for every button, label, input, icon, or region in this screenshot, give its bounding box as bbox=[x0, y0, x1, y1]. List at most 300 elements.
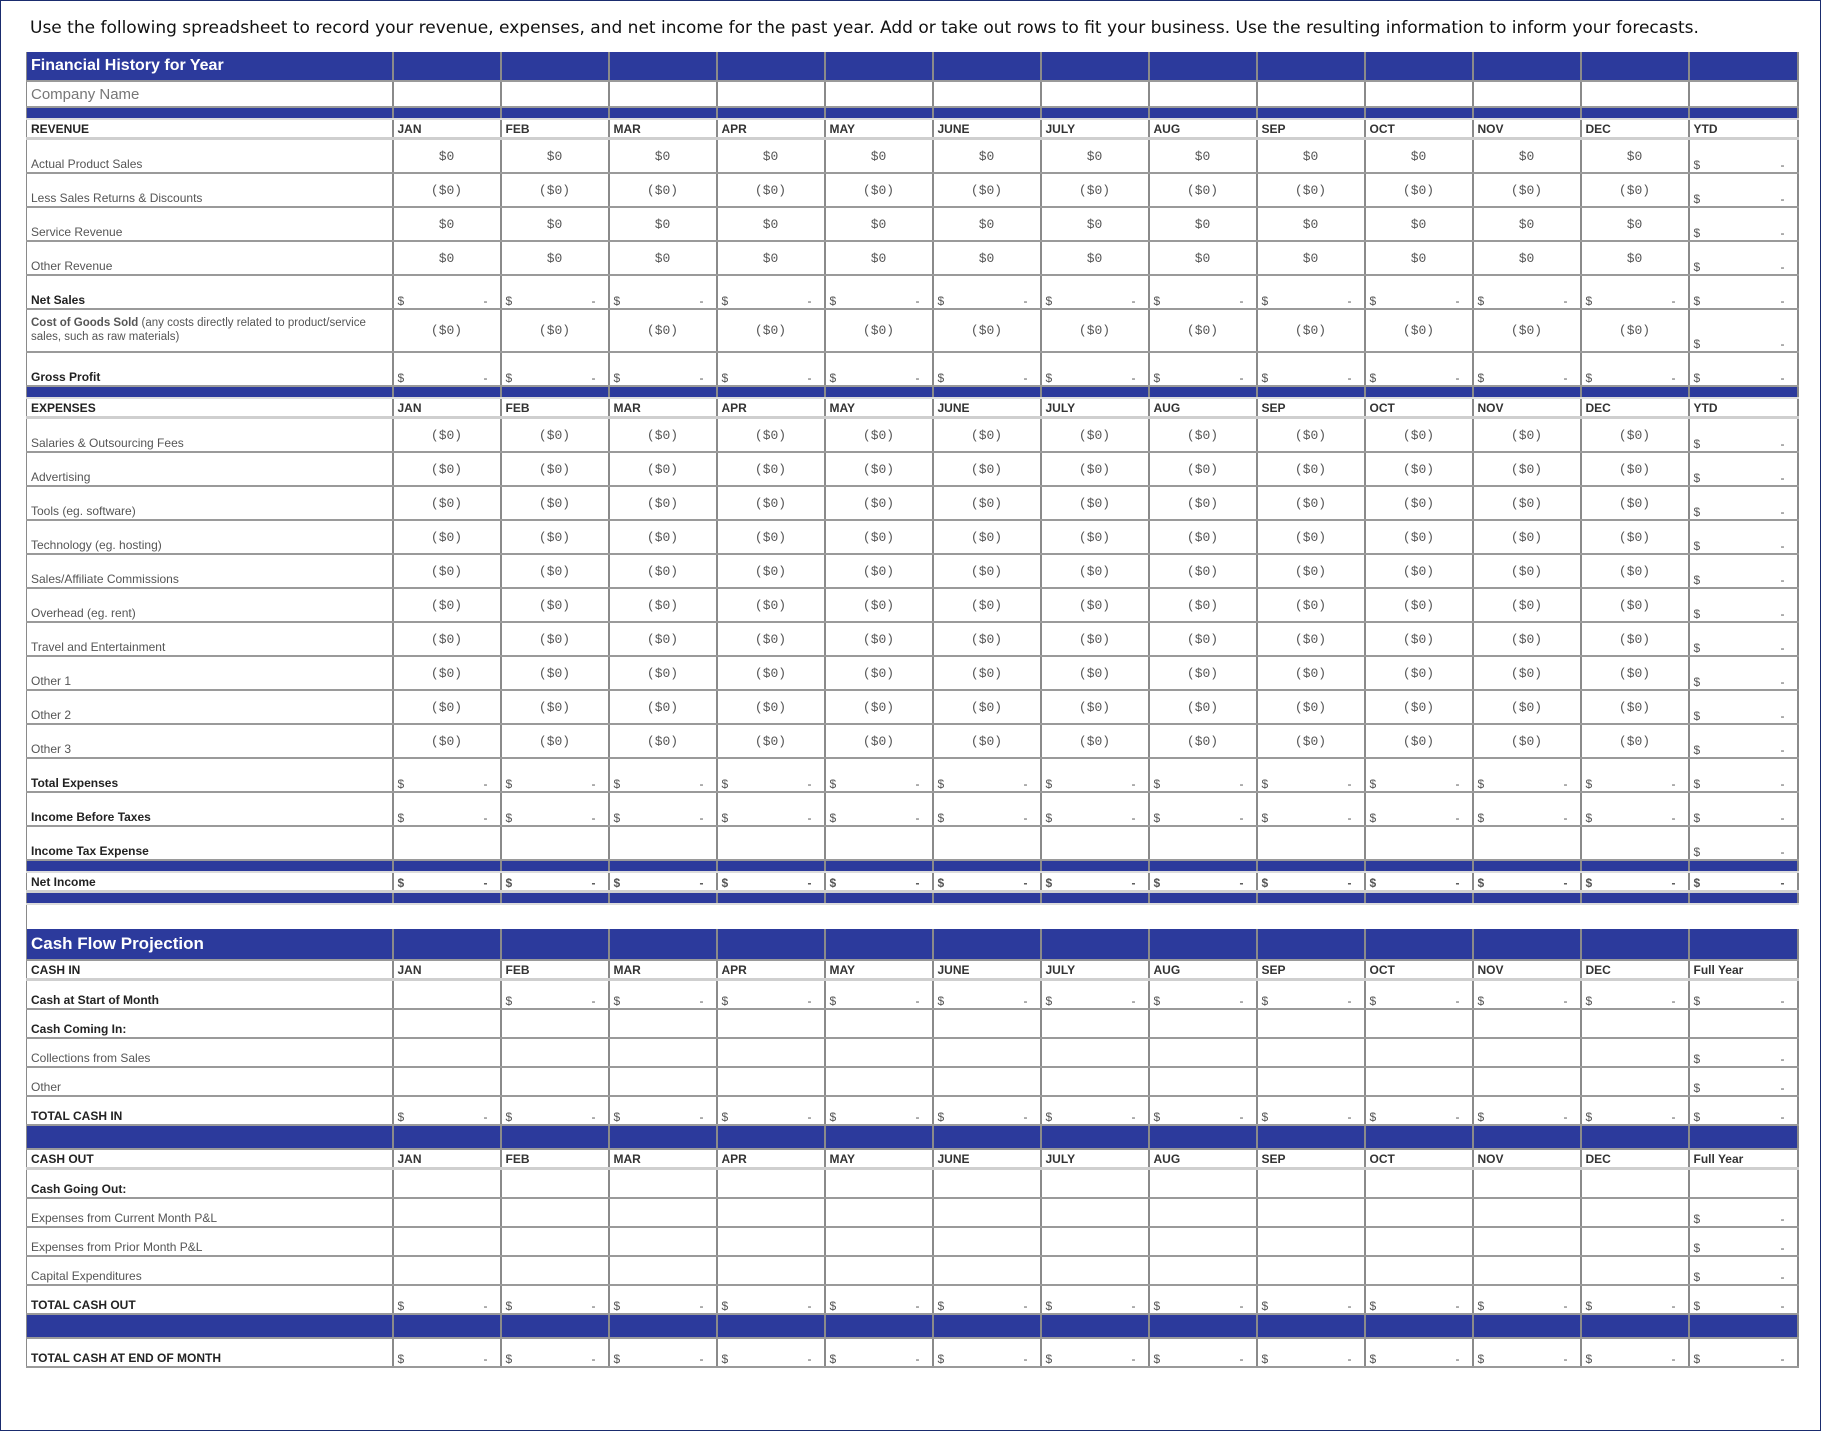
value-cell[interactable]: ($0) bbox=[609, 452, 717, 486]
total-cell[interactable] bbox=[1689, 1338, 1798, 1367]
empty-cell[interactable] bbox=[1257, 1198, 1365, 1227]
value-cell[interactable]: ($0) bbox=[501, 520, 609, 554]
empty-cell[interactable] bbox=[1149, 1227, 1257, 1256]
accounting-cell[interactable] bbox=[1473, 352, 1581, 386]
empty-cell[interactable] bbox=[933, 1256, 1041, 1285]
empty-cell[interactable] bbox=[1041, 1227, 1149, 1256]
accounting-cell[interactable] bbox=[717, 980, 825, 1010]
value-cell[interactable]: ($0) bbox=[1041, 656, 1149, 690]
accounting-cell[interactable] bbox=[501, 758, 609, 792]
value-cell[interactable]: ($0) bbox=[933, 173, 1041, 207]
accounting-cell[interactable] bbox=[1473, 758, 1581, 792]
value-cell[interactable]: ($0) bbox=[1365, 309, 1473, 352]
empty-cell[interactable] bbox=[609, 1256, 717, 1285]
ytd-cell[interactable] bbox=[1689, 207, 1798, 241]
accounting-cell[interactable] bbox=[1257, 980, 1365, 1010]
value-cell[interactable]: ($0) bbox=[501, 309, 609, 352]
accounting-cell[interactable] bbox=[501, 352, 609, 386]
ytd-cell[interactable] bbox=[1689, 418, 1798, 453]
value-cell[interactable]: ($0) bbox=[393, 452, 501, 486]
value-cell[interactable]: ($0) bbox=[717, 309, 825, 352]
ytd-cell[interactable] bbox=[1689, 872, 1798, 892]
empty-cell[interactable] bbox=[1149, 1169, 1257, 1199]
empty-cell[interactable] bbox=[1689, 1009, 1798, 1038]
accounting-cell[interactable] bbox=[1581, 1338, 1689, 1367]
value-cell[interactable]: ($0) bbox=[1473, 588, 1581, 622]
value-cell[interactable]: $0 bbox=[501, 241, 609, 275]
empty-cell[interactable] bbox=[717, 826, 825, 860]
value-cell[interactable]: $0 bbox=[1041, 207, 1149, 241]
empty-cell[interactable] bbox=[1581, 1038, 1689, 1067]
empty-cell[interactable] bbox=[1581, 1067, 1689, 1096]
value-cell[interactable]: ($0) bbox=[717, 173, 825, 207]
accounting-cell[interactable] bbox=[717, 1338, 825, 1367]
value-cell[interactable]: ($0) bbox=[1041, 486, 1149, 520]
empty-cell[interactable] bbox=[1473, 1009, 1581, 1038]
value-cell[interactable]: ($0) bbox=[1149, 724, 1257, 758]
accounting-cell[interactable] bbox=[1473, 872, 1581, 892]
accounting-cell[interactable] bbox=[1365, 758, 1473, 792]
accounting-cell[interactable] bbox=[1365, 1338, 1473, 1367]
empty-cell[interactable] bbox=[825, 1227, 933, 1256]
accounting-cell[interactable] bbox=[825, 758, 933, 792]
accounting-cell[interactable] bbox=[1257, 1096, 1365, 1125]
value-cell[interactable]: ($0) bbox=[501, 452, 609, 486]
empty-cell[interactable] bbox=[501, 1067, 609, 1096]
empty-cell[interactable] bbox=[1365, 1009, 1473, 1038]
value-cell[interactable]: ($0) bbox=[933, 656, 1041, 690]
empty-cell[interactable] bbox=[717, 1227, 825, 1256]
accounting-cell[interactable] bbox=[609, 792, 717, 826]
value-cell[interactable]: $0 bbox=[825, 241, 933, 275]
empty-cell[interactable] bbox=[1689, 1169, 1798, 1199]
value-cell[interactable]: ($0) bbox=[717, 690, 825, 724]
empty-cell[interactable] bbox=[501, 1227, 609, 1256]
value-cell[interactable]: ($0) bbox=[1257, 418, 1365, 453]
empty-cell[interactable] bbox=[933, 1169, 1041, 1199]
accounting-cell[interactable] bbox=[1149, 980, 1257, 1010]
accounting-cell[interactable] bbox=[933, 352, 1041, 386]
empty-cell[interactable] bbox=[501, 1009, 609, 1038]
ytd-cell[interactable] bbox=[1689, 309, 1798, 352]
value-cell[interactable]: ($0) bbox=[609, 724, 717, 758]
empty-cell[interactable] bbox=[1473, 1227, 1581, 1256]
empty-cell[interactable] bbox=[825, 1038, 933, 1067]
ytd-cell[interactable] bbox=[1689, 486, 1798, 520]
empty-cell[interactable] bbox=[1365, 1227, 1473, 1256]
value-cell[interactable]: $0 bbox=[501, 139, 609, 174]
value-cell[interactable]: ($0) bbox=[1041, 724, 1149, 758]
value-cell[interactable]: ($0) bbox=[501, 173, 609, 207]
value-cell[interactable]: ($0) bbox=[1149, 173, 1257, 207]
value-cell[interactable]: ($0) bbox=[1581, 309, 1689, 352]
value-cell[interactable]: ($0) bbox=[1041, 418, 1149, 453]
value-cell[interactable]: ($0) bbox=[501, 622, 609, 656]
value-cell[interactable]: ($0) bbox=[609, 173, 717, 207]
total-cell[interactable] bbox=[1689, 1256, 1798, 1285]
empty-cell[interactable] bbox=[1257, 1227, 1365, 1256]
value-cell[interactable]: ($0) bbox=[1581, 452, 1689, 486]
empty-cell[interactable] bbox=[393, 1198, 501, 1227]
empty-cell[interactable] bbox=[393, 1009, 501, 1038]
accounting-cell[interactable] bbox=[717, 1096, 825, 1125]
empty-cell[interactable] bbox=[1473, 1198, 1581, 1227]
value-cell[interactable]: ($0) bbox=[1041, 588, 1149, 622]
value-cell[interactable]: ($0) bbox=[609, 690, 717, 724]
value-cell[interactable]: ($0) bbox=[609, 418, 717, 453]
empty-cell[interactable] bbox=[1257, 1256, 1365, 1285]
empty-cell[interactable] bbox=[1041, 1067, 1149, 1096]
value-cell[interactable]: ($0) bbox=[1041, 173, 1149, 207]
value-cell[interactable]: ($0) bbox=[825, 656, 933, 690]
value-cell[interactable]: ($0) bbox=[1365, 520, 1473, 554]
value-cell[interactable]: ($0) bbox=[933, 309, 1041, 352]
accounting-cell[interactable] bbox=[501, 792, 609, 826]
accounting-cell[interactable] bbox=[717, 352, 825, 386]
value-cell[interactable]: $0 bbox=[609, 207, 717, 241]
empty-cell[interactable] bbox=[1581, 1227, 1689, 1256]
value-cell[interactable]: ($0) bbox=[717, 588, 825, 622]
value-cell[interactable]: ($0) bbox=[1581, 486, 1689, 520]
value-cell[interactable]: $0 bbox=[1257, 241, 1365, 275]
value-cell[interactable]: ($0) bbox=[825, 588, 933, 622]
empty-cell[interactable] bbox=[1365, 1256, 1473, 1285]
value-cell[interactable]: ($0) bbox=[825, 554, 933, 588]
ytd-cell[interactable] bbox=[1689, 622, 1798, 656]
value-cell[interactable]: ($0) bbox=[825, 173, 933, 207]
accounting-cell[interactable] bbox=[1041, 758, 1149, 792]
value-cell[interactable]: ($0) bbox=[609, 309, 717, 352]
accounting-cell[interactable] bbox=[1473, 980, 1581, 1010]
value-cell[interactable]: ($0) bbox=[393, 588, 501, 622]
total-cell[interactable] bbox=[1689, 1227, 1798, 1256]
accounting-cell[interactable] bbox=[1473, 1096, 1581, 1125]
value-cell[interactable]: ($0) bbox=[393, 554, 501, 588]
ytd-cell[interactable] bbox=[1689, 690, 1798, 724]
value-cell[interactable]: ($0) bbox=[609, 622, 717, 656]
accounting-cell[interactable] bbox=[933, 275, 1041, 309]
accounting-cell[interactable] bbox=[1473, 792, 1581, 826]
accounting-cell[interactable] bbox=[1581, 352, 1689, 386]
empty-cell[interactable] bbox=[501, 1198, 609, 1227]
value-cell[interactable]: $0 bbox=[825, 139, 933, 174]
accounting-cell[interactable] bbox=[1149, 1096, 1257, 1125]
accounting-cell[interactable] bbox=[1257, 352, 1365, 386]
empty-cell[interactable] bbox=[609, 1169, 717, 1199]
value-cell[interactable]: ($0) bbox=[1149, 418, 1257, 453]
value-cell[interactable]: ($0) bbox=[1257, 309, 1365, 352]
accounting-cell[interactable] bbox=[501, 980, 609, 1010]
accounting-cell[interactable] bbox=[1365, 872, 1473, 892]
value-cell[interactable]: ($0) bbox=[1581, 554, 1689, 588]
company-name-cell[interactable]: Company Name bbox=[27, 81, 393, 107]
value-cell[interactable]: ($0) bbox=[1149, 452, 1257, 486]
value-cell[interactable]: ($0) bbox=[501, 724, 609, 758]
value-cell[interactable]: ($0) bbox=[1257, 724, 1365, 758]
empty-cell[interactable] bbox=[1149, 1038, 1257, 1067]
accounting-cell[interactable] bbox=[1473, 1285, 1581, 1314]
empty-cell[interactable] bbox=[1041, 1169, 1149, 1199]
value-cell[interactable]: $0 bbox=[609, 139, 717, 174]
value-cell[interactable]: ($0) bbox=[1581, 418, 1689, 453]
accounting-cell[interactable] bbox=[717, 872, 825, 892]
empty-cell[interactable] bbox=[1041, 1198, 1149, 1227]
value-cell[interactable]: ($0) bbox=[717, 418, 825, 453]
value-cell[interactable]: ($0) bbox=[1473, 554, 1581, 588]
value-cell[interactable]: ($0) bbox=[1473, 690, 1581, 724]
empty-cell[interactable] bbox=[717, 1198, 825, 1227]
value-cell[interactable]: $0 bbox=[1473, 207, 1581, 241]
value-cell[interactable]: ($0) bbox=[609, 656, 717, 690]
value-cell[interactable]: ($0) bbox=[717, 486, 825, 520]
empty-cell[interactable] bbox=[393, 1256, 501, 1285]
empty-cell[interactable] bbox=[1473, 1256, 1581, 1285]
value-cell[interactable]: $0 bbox=[501, 207, 609, 241]
value-cell[interactable]: ($0) bbox=[717, 656, 825, 690]
value-cell[interactable]: ($0) bbox=[1365, 622, 1473, 656]
accounting-cell[interactable] bbox=[609, 980, 717, 1010]
empty-cell[interactable] bbox=[1581, 1198, 1689, 1227]
value-cell[interactable]: $0 bbox=[1041, 139, 1149, 174]
value-cell[interactable]: ($0) bbox=[393, 656, 501, 690]
value-cell[interactable]: ($0) bbox=[1365, 418, 1473, 453]
value-cell[interactable]: ($0) bbox=[393, 486, 501, 520]
value-cell[interactable]: ($0) bbox=[1257, 656, 1365, 690]
value-cell[interactable]: ($0) bbox=[1473, 656, 1581, 690]
empty-cell[interactable] bbox=[1149, 1198, 1257, 1227]
empty-cell[interactable] bbox=[609, 1198, 717, 1227]
empty-cell[interactable] bbox=[1149, 1256, 1257, 1285]
empty-cell[interactable] bbox=[1041, 826, 1149, 860]
accounting-cell[interactable] bbox=[393, 352, 501, 386]
empty-cell[interactable] bbox=[609, 1067, 717, 1096]
empty-cell[interactable] bbox=[1365, 1169, 1473, 1199]
value-cell[interactable]: ($0) bbox=[609, 520, 717, 554]
value-cell[interactable]: ($0) bbox=[825, 690, 933, 724]
value-cell[interactable]: ($0) bbox=[1473, 173, 1581, 207]
accounting-cell[interactable] bbox=[393, 758, 501, 792]
ytd-cell[interactable] bbox=[1689, 139, 1798, 174]
accounting-cell[interactable] bbox=[501, 275, 609, 309]
value-cell[interactable]: ($0) bbox=[1473, 520, 1581, 554]
value-cell[interactable]: ($0) bbox=[933, 690, 1041, 724]
accounting-cell[interactable] bbox=[1149, 758, 1257, 792]
value-cell[interactable]: $0 bbox=[1149, 139, 1257, 174]
empty-cell[interactable] bbox=[609, 826, 717, 860]
accounting-cell[interactable] bbox=[825, 1338, 933, 1367]
value-cell[interactable]: $0 bbox=[717, 207, 825, 241]
empty-cell[interactable] bbox=[825, 1256, 933, 1285]
empty-cell[interactable] bbox=[1365, 1038, 1473, 1067]
value-cell[interactable]: ($0) bbox=[1365, 486, 1473, 520]
accounting-cell[interactable] bbox=[1149, 792, 1257, 826]
empty-cell[interactable] bbox=[1365, 1198, 1473, 1227]
empty-cell[interactable] bbox=[393, 1227, 501, 1256]
value-cell[interactable]: ($0) bbox=[933, 418, 1041, 453]
value-cell[interactable]: ($0) bbox=[393, 418, 501, 453]
value-cell[interactable]: ($0) bbox=[1581, 690, 1689, 724]
accounting-cell[interactable] bbox=[393, 1285, 501, 1314]
value-cell[interactable]: ($0) bbox=[933, 452, 1041, 486]
value-cell[interactable]: ($0) bbox=[393, 173, 501, 207]
value-cell[interactable]: ($0) bbox=[933, 724, 1041, 758]
empty-cell[interactable] bbox=[1149, 826, 1257, 860]
accounting-cell[interactable] bbox=[933, 758, 1041, 792]
value-cell[interactable]: $0 bbox=[1257, 207, 1365, 241]
accounting-cell[interactable] bbox=[1149, 275, 1257, 309]
value-cell[interactable]: ($0) bbox=[1581, 622, 1689, 656]
value-cell[interactable]: ($0) bbox=[1257, 173, 1365, 207]
empty-cell[interactable] bbox=[1149, 1067, 1257, 1096]
empty-cell[interactable] bbox=[933, 826, 1041, 860]
value-cell[interactable]: ($0) bbox=[501, 418, 609, 453]
accounting-cell[interactable] bbox=[1257, 275, 1365, 309]
total-cell[interactable] bbox=[1689, 1067, 1798, 1096]
accounting-cell[interactable] bbox=[609, 758, 717, 792]
empty-cell[interactable] bbox=[933, 1038, 1041, 1067]
value-cell[interactable]: ($0) bbox=[1473, 724, 1581, 758]
accounting-cell[interactable] bbox=[1365, 980, 1473, 1010]
accounting-cell[interactable] bbox=[933, 1285, 1041, 1314]
ytd-cell[interactable] bbox=[1689, 352, 1798, 386]
accounting-cell[interactable] bbox=[393, 792, 501, 826]
accounting-cell[interactable] bbox=[1149, 1338, 1257, 1367]
accounting-cell[interactable] bbox=[933, 792, 1041, 826]
value-cell[interactable]: ($0) bbox=[825, 486, 933, 520]
empty-cell[interactable] bbox=[825, 1009, 933, 1038]
accounting-cell[interactable] bbox=[1365, 275, 1473, 309]
accounting-cell[interactable] bbox=[933, 980, 1041, 1010]
accounting-cell[interactable] bbox=[825, 1285, 933, 1314]
value-cell[interactable]: ($0) bbox=[1257, 622, 1365, 656]
accounting-cell[interactable] bbox=[1041, 792, 1149, 826]
accounting-cell[interactable] bbox=[609, 1096, 717, 1125]
empty-cell[interactable] bbox=[1257, 1009, 1365, 1038]
value-cell[interactable]: ($0) bbox=[1149, 554, 1257, 588]
empty-cell[interactable] bbox=[393, 1067, 501, 1096]
accounting-cell[interactable] bbox=[1581, 758, 1689, 792]
value-cell[interactable]: ($0) bbox=[825, 452, 933, 486]
accounting-cell[interactable] bbox=[933, 1096, 1041, 1125]
ytd-cell[interactable] bbox=[1689, 792, 1798, 826]
value-cell[interactable]: ($0) bbox=[1041, 520, 1149, 554]
value-cell[interactable]: ($0) bbox=[933, 554, 1041, 588]
value-cell[interactable]: ($0) bbox=[1365, 452, 1473, 486]
value-cell[interactable]: $0 bbox=[393, 241, 501, 275]
value-cell[interactable]: $0 bbox=[1581, 241, 1689, 275]
value-cell[interactable]: $0 bbox=[933, 241, 1041, 275]
accounting-cell[interactable] bbox=[717, 792, 825, 826]
accounting-cell[interactable] bbox=[1257, 1285, 1365, 1314]
value-cell[interactable]: ($0) bbox=[1149, 309, 1257, 352]
total-cell[interactable] bbox=[1689, 1038, 1798, 1067]
accounting-cell[interactable] bbox=[609, 275, 717, 309]
value-cell[interactable]: ($0) bbox=[1473, 452, 1581, 486]
accounting-cell[interactable] bbox=[393, 275, 501, 309]
value-cell[interactable]: ($0) bbox=[609, 554, 717, 588]
value-cell[interactable]: ($0) bbox=[717, 622, 825, 656]
value-cell[interactable]: ($0) bbox=[825, 622, 933, 656]
value-cell[interactable]: ($0) bbox=[393, 724, 501, 758]
empty-cell[interactable] bbox=[609, 1038, 717, 1067]
value-cell[interactable]: ($0) bbox=[1581, 724, 1689, 758]
accounting-cell[interactable] bbox=[1149, 352, 1257, 386]
value-cell[interactable]: ($0) bbox=[717, 452, 825, 486]
value-cell[interactable]: ($0) bbox=[1149, 656, 1257, 690]
empty-cell[interactable] bbox=[825, 826, 933, 860]
value-cell[interactable]: ($0) bbox=[501, 554, 609, 588]
value-cell[interactable]: ($0) bbox=[1473, 486, 1581, 520]
total-cell[interactable] bbox=[1689, 980, 1798, 1010]
ytd-cell[interactable] bbox=[1689, 588, 1798, 622]
value-cell[interactable]: ($0) bbox=[825, 724, 933, 758]
empty-cell[interactable] bbox=[393, 1038, 501, 1067]
empty-cell[interactable] bbox=[717, 1256, 825, 1285]
empty-cell[interactable] bbox=[717, 1169, 825, 1199]
value-cell[interactable]: ($0) bbox=[1257, 486, 1365, 520]
empty-cell[interactable] bbox=[1473, 1169, 1581, 1199]
value-cell[interactable]: $0 bbox=[1581, 139, 1689, 174]
total-cell[interactable] bbox=[1689, 1198, 1798, 1227]
accounting-cell[interactable] bbox=[1149, 872, 1257, 892]
accounting-cell[interactable] bbox=[1365, 352, 1473, 386]
value-cell[interactable]: ($0) bbox=[1149, 622, 1257, 656]
value-cell[interactable]: ($0) bbox=[933, 622, 1041, 656]
empty-cell[interactable] bbox=[933, 1198, 1041, 1227]
value-cell[interactable]: ($0) bbox=[501, 690, 609, 724]
value-cell[interactable]: ($0) bbox=[393, 520, 501, 554]
ytd-cell[interactable] bbox=[1689, 826, 1798, 860]
accounting-cell[interactable] bbox=[1365, 1096, 1473, 1125]
accounting-cell[interactable] bbox=[825, 275, 933, 309]
accounting-cell[interactable] bbox=[933, 1338, 1041, 1367]
accounting-cell[interactable] bbox=[1257, 1338, 1365, 1367]
ytd-cell[interactable] bbox=[1689, 758, 1798, 792]
value-cell[interactable]: ($0) bbox=[1041, 554, 1149, 588]
value-cell[interactable]: ($0) bbox=[933, 486, 1041, 520]
value-cell[interactable]: ($0) bbox=[1257, 452, 1365, 486]
value-cell[interactable]: ($0) bbox=[717, 520, 825, 554]
value-cell[interactable]: $0 bbox=[1257, 139, 1365, 174]
empty-cell[interactable] bbox=[1473, 1067, 1581, 1096]
empty-cell[interactable] bbox=[1581, 826, 1689, 860]
value-cell[interactable]: ($0) bbox=[1473, 418, 1581, 453]
value-cell[interactable]: ($0) bbox=[393, 309, 501, 352]
value-cell[interactable]: ($0) bbox=[1365, 724, 1473, 758]
value-cell[interactable]: ($0) bbox=[1365, 173, 1473, 207]
empty-cell[interactable] bbox=[1257, 1067, 1365, 1096]
value-cell[interactable]: $0 bbox=[609, 241, 717, 275]
total-cell[interactable] bbox=[1689, 1096, 1798, 1125]
accounting-cell[interactable] bbox=[393, 872, 501, 892]
accounting-cell[interactable] bbox=[717, 758, 825, 792]
value-cell[interactable]: $0 bbox=[933, 139, 1041, 174]
value-cell[interactable]: ($0) bbox=[1041, 309, 1149, 352]
value-cell[interactable]: ($0) bbox=[393, 690, 501, 724]
accounting-cell[interactable] bbox=[1581, 1285, 1689, 1314]
value-cell[interactable]: $0 bbox=[717, 139, 825, 174]
accounting-cell[interactable] bbox=[1473, 1338, 1581, 1367]
accounting-cell[interactable] bbox=[1257, 872, 1365, 892]
accounting-cell[interactable] bbox=[933, 872, 1041, 892]
empty-cell[interactable] bbox=[825, 1169, 933, 1199]
empty-cell[interactable] bbox=[933, 1067, 1041, 1096]
accounting-cell[interactable] bbox=[1041, 1285, 1149, 1314]
accounting-cell[interactable] bbox=[501, 1338, 609, 1367]
empty-cell[interactable] bbox=[1365, 826, 1473, 860]
value-cell[interactable]: ($0) bbox=[609, 588, 717, 622]
accounting-cell[interactable] bbox=[1041, 1096, 1149, 1125]
